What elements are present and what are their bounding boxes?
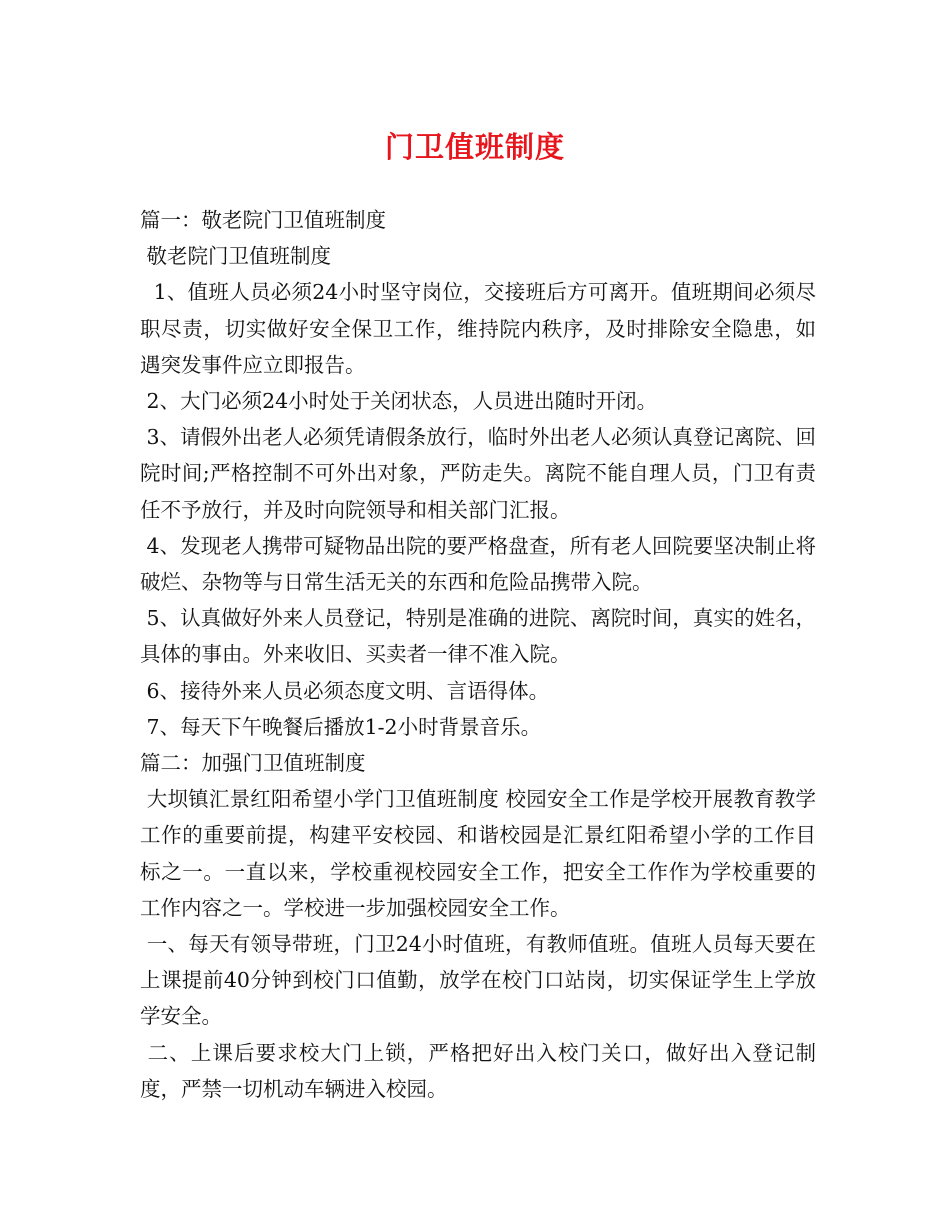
paragraph: 大坝镇汇景红阳希望小学门卫值班制度 校园安全工作是学校开展教育教学工作的重要前提，构建平安校园、和谐校园是汇景红阳希望小学的工作目标之一。一直以来，学校重视校园安全工作，把安全工作作为学校重要的工作内容之一。学校进一步加强校园安全工作。	[140, 787, 816, 920]
paragraph: 6、接待外来人员必须态度文明、言语得体。	[140, 678, 550, 703]
paragraph: 二、上课后要求校大门上锁，严格把好出入校门关口，做好出入登记制度，严禁一切机动车辆进入校园。	[140, 1040, 816, 1101]
paragraph: 5、认真做好外来人员登记，特别是准确的进院、离院时间，真实的姓名，具体的事由。外来收旧、买卖者一律不准入院。	[140, 606, 816, 667]
document-title: 门卫值班制度	[384, 130, 565, 164]
paragraph: 1、值班人员必须24小时坚守岗位，交接班后方可离开。值班期间必须尽职尽责，切实做好安全保卫工作，维持院内秩序，及时排除安全隐患，如遇突发事件应立即报告。	[140, 280, 816, 377]
paragraph: 3、请假外出老人必须凭请假条放行，临时外出老人必须认真登记离院、回院时间;严格控制不可外出对象，严防走失。离院不能自理人员，门卫有责任不予放行，并及时向院领导和相关部门汇报。	[140, 425, 816, 522]
paragraph: 7、每天下午晚餐后播放1-2小时背景音乐。	[140, 714, 542, 739]
paragraph: 4、发现老人携带可疑物品出院的要严格盘查，所有老人回院要坚决制止将破烂、杂物等与日常生活无关的东西和危险品携带入院。	[140, 533, 816, 595]
paragraph: 一、每天有领导带班，门卫24小时值班，有教师值班。值班人员每天要在上课提前40分钟到校门口值勤，放学在校门口站岗，切实保证学生上学放学安全。	[140, 932, 816, 1029]
document-body	[140, 202, 816, 1107]
subheading: 敬老院门卫值班制度	[140, 244, 332, 269]
paragraph: 2、大门必须24小时处于关闭状态，人员进出随时开闭。	[140, 389, 658, 414]
section-heading-2: 篇二：加强门卫值班制度	[140, 751, 366, 776]
section-heading-1: 篇一：敬老院门卫值班制度	[140, 208, 386, 232]
